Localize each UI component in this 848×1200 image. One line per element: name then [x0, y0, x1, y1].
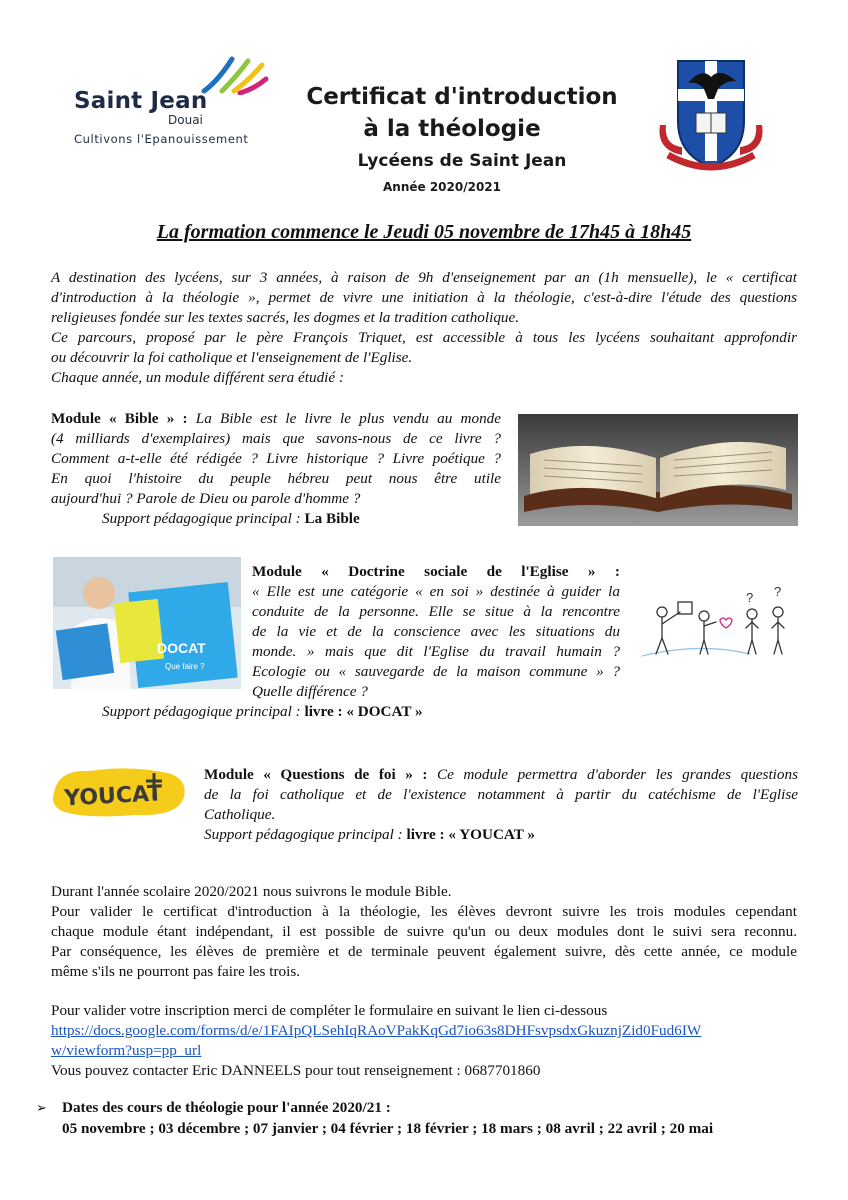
page-subtitle: Lycéens de Saint Jean — [357, 151, 567, 171]
bullet-arrow-icon: ➢ — [36, 1101, 47, 1116]
school-logo — [72, 55, 272, 150]
module-bible-title: Module « Bible » : — [51, 410, 188, 427]
youcat-logo-image — [50, 763, 190, 821]
logo-name: Saint Jean — [74, 88, 208, 114]
module-doctrine-support — [102, 702, 423, 722]
module-foi-text: Ce module permettra d'aborder les grandes questions — [436, 766, 798, 783]
intro-line: religieuses fondée sur les textes sacrés, les dogmes et la tradition catholique. — [51, 309, 520, 326]
info-line: Pour valider le certificat d'introduction à la théologie, les élèves devront suivre les trois modules cependant — [51, 903, 797, 920]
school-crest-icon — [652, 55, 770, 173]
sketch-figures-image — [640, 582, 800, 664]
info-line: chaque module étant indépendant, il est possible de suivre qu'un ou deux modules dont le suivi sera reconnu. — [51, 923, 797, 940]
support-value: livre : « YOUCAT » — [406, 826, 536, 843]
module-bible-line — [51, 409, 501, 429]
module-foi-line — [204, 765, 798, 785]
module-doctrine-line: monde. » mais que dit l'Eglise du travail humain ? — [252, 643, 620, 660]
brushstroke-icon — [200, 55, 270, 95]
module-bible-line: Comment a-t-elle été rédigée ? Livre historique ? Livre poétique ? — [51, 450, 501, 467]
module-bible — [51, 409, 501, 529]
question-mark-icon: ? — [746, 590, 754, 605]
module-doctrine-line: Quelle différence ? — [252, 683, 368, 700]
info-paragraph — [51, 882, 797, 982]
page-title-line1: Certificat d'introduction — [306, 84, 618, 110]
docat-book-subtitle: Que faire ? — [165, 662, 205, 671]
info-line: même s'ils ne pourront pas faire les trois. — [51, 963, 301, 980]
intro-line: Ce parcours, proposé par le père François Triquet, est accessible à tous les lycéens souhaitant approfondir — [51, 329, 797, 346]
intro-line: ou découvrir la foi catholique et l'enseignement de l'Eglise. — [51, 349, 413, 366]
module-bible-line: aujourd'hui ? Parole de Dieu ou parole d'homme ? — [51, 490, 361, 507]
registration-link-line1[interactable]: https://docs.google.com/forms/d/e/1FAIpQLSehIqRAoVPakKqGd7io63s8DHFsvpsdxGkuznjZid0Fud6IW — [51, 1022, 702, 1039]
dates-heading: Dates des cours de théologie pour l'année 2020/21 : — [62, 1099, 391, 1116]
support-value: La Bible — [304, 510, 360, 527]
module-doctrine-line: Ecologie ou « sauvegarde de la maison commune » ? — [252, 663, 620, 680]
school-year: Année 2020/2021 — [382, 180, 501, 194]
module-bible-text: La Bible est le livre le plus vendu au monde — [195, 410, 501, 427]
intro-paragraph — [51, 268, 797, 388]
open-bible-image — [518, 414, 798, 526]
intro-line: A destination des lycéens, sur 3 années, à raison de 9h d'enseignement par an (1h mensuelle), le « certificat — [51, 269, 797, 286]
docat-book-title: DOCAT — [157, 640, 206, 656]
module-bible-line: (4 milliards d'exemplaires) mais que savons-nous de ce livre ? — [51, 430, 501, 447]
module-bible-line: En quoi l'histoire du peuple hébreu peut nous être utile — [51, 470, 501, 487]
support-label: Support pédagogique principal : — [102, 703, 301, 720]
contact-line: Vous pouvez contacter Eric DANNEELS pour tout renseignement : 0687701860 — [51, 1062, 541, 1079]
dates-list: 05 novembre ; 03 décembre ; 07 janvier ; 04 février ; 18 février ; 18 mars ; 08 avril ; 22 avril ; 20 mai — [62, 1120, 714, 1137]
headline: La formation commence le Jeudi 05 novembre de 17h45 à 18h45 — [156, 221, 692, 243]
module-doctrine — [252, 562, 620, 702]
youcat-logo-text: YOUCAT — [63, 781, 163, 812]
module-foi — [204, 765, 798, 845]
dates-section — [36, 1098, 800, 1139]
page-title-line2: à la théologie — [363, 116, 541, 142]
registration-form-link[interactable] — [51, 1021, 797, 1061]
intro-line: Chaque année, un module différent sera étudié : — [51, 369, 344, 386]
module-foi-line: de la foi catholique et de l'existence notamment à partir du catéchisme de l'Eglise — [204, 786, 798, 803]
module-doctrine-title — [252, 562, 620, 582]
question-mark-icon: ? — [774, 584, 782, 599]
module-doctrine-line: conduite de la personne. Elle se situe à la rencontre — [252, 603, 620, 620]
dates-heading-row — [36, 1098, 800, 1119]
support-label: Support pédagogique principal : — [102, 510, 301, 527]
support-label: Support pédagogique principal : — [204, 826, 403, 843]
intro-line: d'introduction à la théologie », permet de vivre une initiation à la théologie, c'est-à-dire l'étude des questions — [51, 289, 797, 306]
registration — [51, 1001, 797, 1081]
module-foi-support — [204, 825, 798, 845]
module-doctrine-line: de la vie et de la conscience avec les situations du — [252, 623, 620, 640]
docat-pope-image — [53, 557, 241, 689]
info-line: Par conséquence, les élèves de première et de terminale peuvent également suivre, dès cette année, ce module — [51, 943, 797, 960]
module-foi-title: Module « Questions de foi » : — [204, 766, 428, 783]
logo-tagline: Cultivons l'Epanouissement — [74, 132, 249, 146]
module-doctrine-line: « Elle est une catégorie « en soi » destinée à guider la — [252, 583, 620, 600]
registration-intro: Pour valider votre inscription merci de compléter le formulaire en suivant le lien ci-dessous — [51, 1002, 608, 1019]
registration-link-line2[interactable]: w/viewform?usp=pp_url — [51, 1042, 202, 1059]
module-foi-line: Catholique. — [204, 806, 276, 823]
module-bible-support — [51, 509, 501, 529]
module-doctrine-title-text: Module « Doctrine sociale de l'Eglise » : — [252, 563, 620, 580]
logo-city: Douai — [168, 113, 203, 127]
info-line: Durant l'année scolaire 2020/2021 nous suivrons le module Bible. — [51, 883, 452, 900]
support-value: livre : « DOCAT » — [304, 703, 423, 720]
